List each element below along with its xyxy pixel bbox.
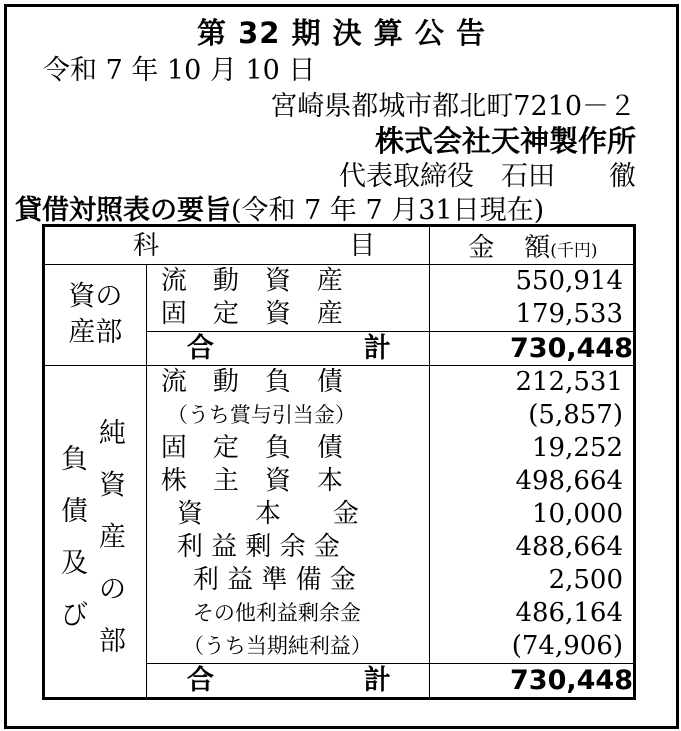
- liabilities-label-char: 純: [99, 417, 126, 449]
- assets-items: [146, 265, 429, 332]
- subtitle-bold: 貸借対照表の要旨: [15, 195, 231, 226]
- amount-header-2: 額: [524, 233, 551, 263]
- liabilities-label-char: の: [99, 573, 126, 605]
- liability-row-value: (5,857): [528, 400, 623, 430]
- liabilities-total-label-2: 計: [363, 665, 391, 696]
- liabilities-label-char: 部: [99, 625, 126, 657]
- liability-row-label: 利 益 剰 余 金: [176, 532, 340, 562]
- liabilities-total-label: [146, 664, 429, 699]
- assets-values: [430, 265, 635, 332]
- liabilities-label-char: 負: [61, 443, 88, 475]
- liability-row-value: 10,000: [532, 499, 623, 529]
- asset-row-label: 流 動 資 産: [160, 266, 343, 296]
- assets-label-1: 資の: [68, 281, 123, 312]
- company-address: 宮崎県都城市都北町7210－２: [270, 91, 636, 122]
- asset-row-value: 550,914: [515, 266, 623, 296]
- balance-sheet-table: [42, 224, 636, 700]
- liabilities-label-col1: [61, 434, 88, 642]
- unit-label: (千円): [550, 241, 598, 261]
- liabilities-label-char: 債: [61, 495, 88, 527]
- liabilities-label-char: 産: [99, 521, 126, 553]
- assets-section: [44, 265, 635, 332]
- liability-row-value: 19,252: [532, 433, 623, 463]
- liabilities-label-char: 及: [61, 547, 88, 579]
- asset-row-value: 179,533: [515, 299, 623, 329]
- liability-row-label: （うち賞与引当金）: [166, 403, 356, 427]
- liabilities-label-char: 資: [99, 469, 126, 501]
- liability-row-value: (74,906): [511, 631, 623, 661]
- liability-row-value: 212,531: [515, 367, 623, 397]
- subject-header: [44, 226, 430, 265]
- assets-label-2: 産部: [68, 317, 123, 348]
- liability-row-label: 株 主 資 本: [160, 466, 343, 496]
- asset-row-label: 固 定 資 産: [160, 299, 343, 329]
- notice-date: 令和 7 年 10 月 10 日: [43, 55, 316, 86]
- assets-total-label: [146, 332, 429, 366]
- liabilities-total-label-1: 合: [186, 665, 214, 696]
- liability-row-label: 固 定 負 債: [160, 433, 343, 463]
- liability-row-label: 資 本 金: [176, 499, 359, 529]
- liability-row-label: 流 動 負 債: [160, 367, 343, 397]
- liability-row-value: 498,664: [515, 466, 623, 496]
- assets-total-value: 730,448: [430, 332, 635, 366]
- subject-header-1: 科: [133, 230, 160, 261]
- amount-header: [430, 226, 635, 265]
- liability-row-label: その他利益剰余金: [192, 601, 361, 625]
- table-header-row: [44, 226, 635, 265]
- liabilities-values: [430, 366, 635, 664]
- assets-total-label-1: 合: [186, 333, 214, 364]
- liabilities-section: [44, 366, 635, 664]
- amount-header-1: 金: [468, 233, 495, 263]
- liability-row-label: （うち当期純利益）: [182, 634, 372, 658]
- liabilities-items: [146, 366, 429, 664]
- liabilities-label: [44, 366, 147, 699]
- notice-title: 第 32 期 決 算 公 告: [197, 16, 486, 50]
- representative: 代表取締役 石田 徹: [339, 161, 636, 192]
- liabilities-label-col2: [99, 408, 126, 668]
- liability-row-value: 486,164: [515, 598, 623, 628]
- liabilities-total-value: 730,448: [430, 664, 635, 699]
- subtitle-date: (令和 7 年 7 月31日現在): [231, 195, 545, 226]
- subject-header-2: 目: [349, 230, 376, 261]
- balance-sheet-subtitle: [15, 197, 544, 224]
- liabilities-label-char: び: [61, 599, 88, 631]
- assets-total-label-2: 計: [363, 333, 391, 364]
- liability-row-label: 利 益 準 備 金: [192, 565, 356, 595]
- company-name: 株式会社天神製作所: [374, 124, 636, 158]
- liability-row-value: 2,500: [548, 565, 623, 595]
- assets-label: [44, 265, 147, 366]
- liability-row-value: 488,664: [515, 532, 623, 562]
